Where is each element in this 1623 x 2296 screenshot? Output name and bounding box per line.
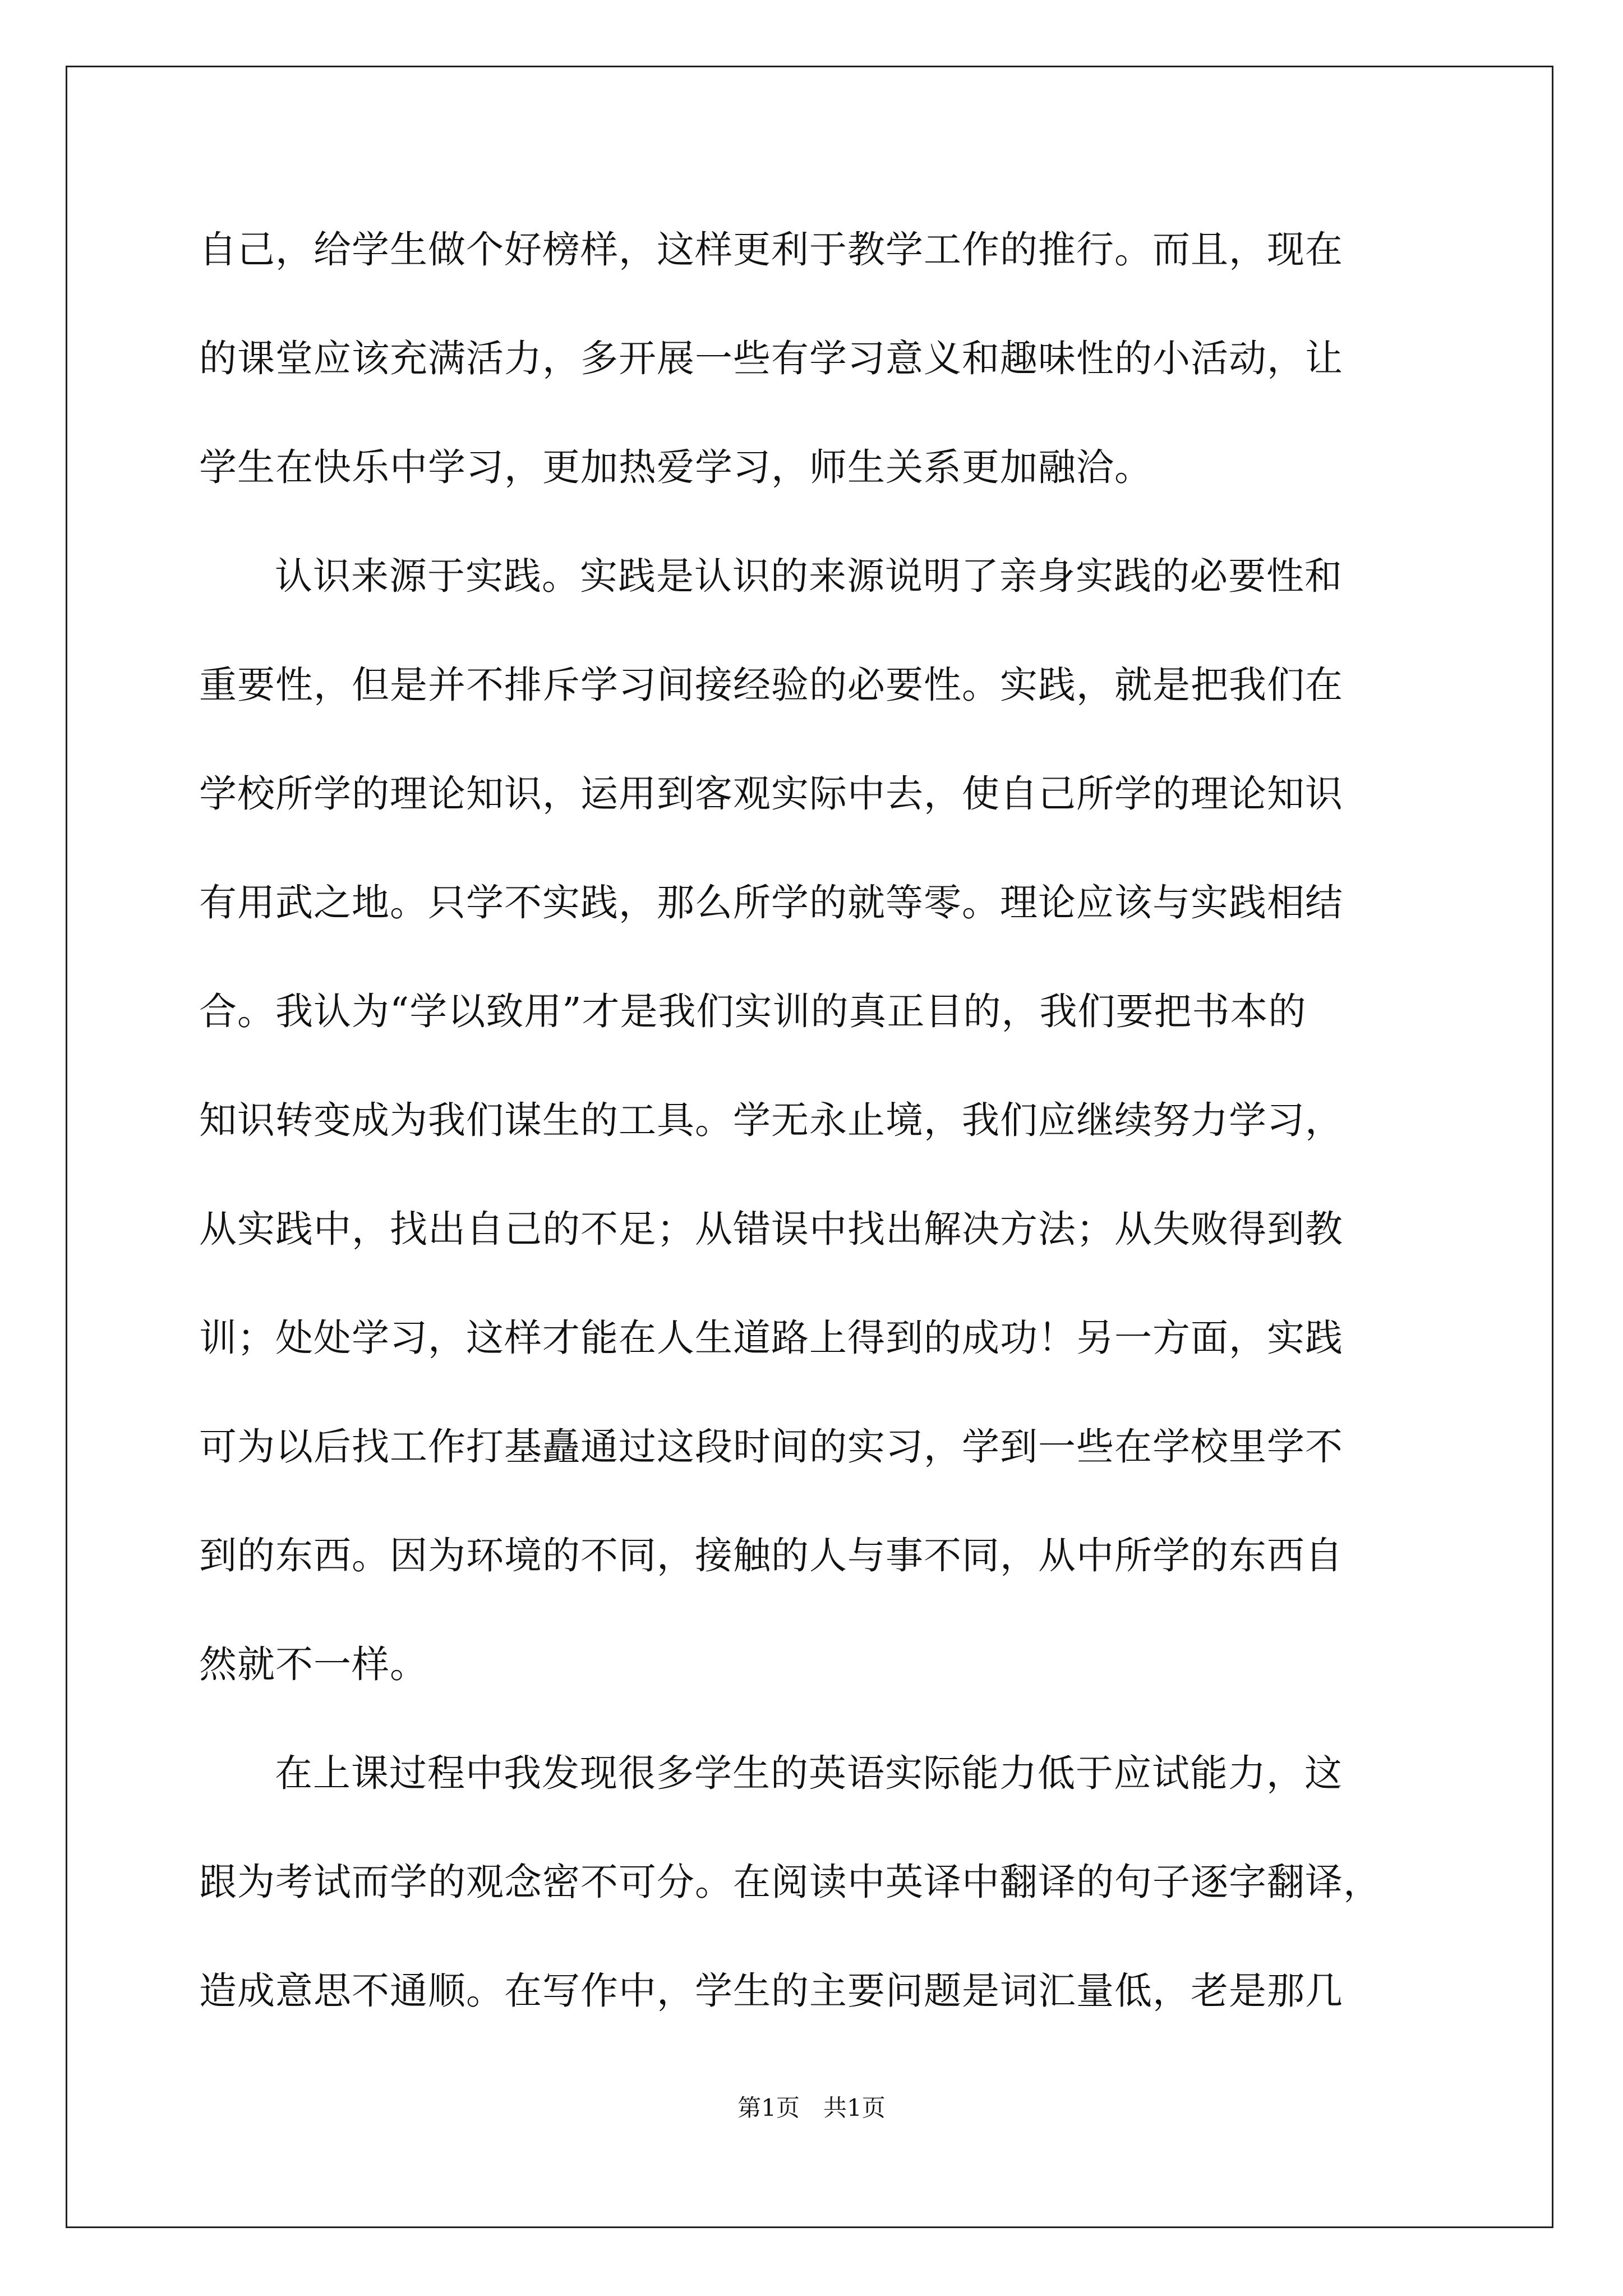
paragraph-first-line: 在上课过程中我发现很多学生的英语实际能力低于应试能力，这 [275, 1751, 1343, 1795]
body-text-line: 学校所学的理论知识，运用到客观实际中去，使自己所学的理论知识 [199, 772, 1343, 816]
body-text-line: 到的东西。因为环境的不同，接触的人与事不同，从中所学的东西自 [199, 1534, 1343, 1577]
body-text-line: 学生在快乐中学习，更加热爱学习，师生关系更加融洽。 [199, 445, 1152, 489]
body-text-line: 有用武之地。只学不实践，那么所学的就等零。理论应该与实践相结 [199, 881, 1343, 924]
page-footer: 第1页 共1页 [737, 2094, 886, 2122]
paragraph-first-line: 认识来源于实践。实践是认识的来源说明了亲身实践的必要性和 [275, 554, 1343, 598]
body-text-line: 重要性，但是并不排斥学习间接经验的必要性。实践，就是把我们在 [199, 663, 1343, 707]
body-text-line: 造成意思不通顺。在写作中，学生的主要问题是词汇量低，老是那几 [199, 1969, 1343, 2013]
body-text-line: 合。我认为“学以致用”才是我们实训的真正目的，我们要把书本的 [199, 990, 1307, 1033]
body-text-line: 自己，给学生做个好榜样，这样更利于教学工作的推行。而且，现在 [199, 228, 1343, 272]
body-text-line: 训；处处学习，这样才能在人生道路上得到的成功！另一方面，实践 [199, 1316, 1343, 1360]
body-text-line: 可为以后找工作打基矗通过这段时间的实习，学到一些在学校里学不 [199, 1425, 1343, 1469]
body-text-line: 跟为考试而学的观念密不可分。在阅读中英译中翻译的句子逐字翻译， [199, 1860, 1381, 1904]
body-text-line: 知识转变成为我们谋生的工具。学无永止境，我们应继续努力学习， [199, 1098, 1343, 1142]
body-text-line: 然就不一样。 [199, 1642, 428, 1686]
body-text-line: 的课堂应该充满活力，多开展一些有学习意义和趣味性的小活动，让 [199, 337, 1343, 380]
body-text-line: 从实践中，找出自己的不足；从错误中找出解决方法；从失败得到教 [199, 1207, 1343, 1251]
